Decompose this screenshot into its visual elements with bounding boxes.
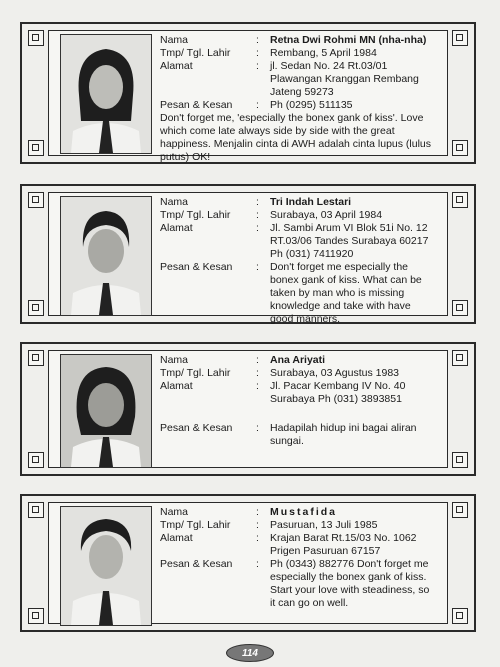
message-value: Ph (0295) 511135 [270,99,353,111]
student-card [20,494,476,632]
corner-ornament [28,502,44,518]
address-label: Alamat [160,222,193,234]
student-name: Tri Indah Lestari [270,196,352,208]
name-label: Nama [160,196,189,208]
corner-ornament [452,30,468,46]
address-label: Alamat [160,532,193,544]
address-label: Alamat [160,60,193,72]
student-card [20,342,476,476]
corner-ornament [28,140,44,156]
student-name: Mustafida [270,506,338,518]
message-value: Don't forget me especially the bonex gank of kiss. What can be taken by man who is missing knowledge and take with have good manners. [270,261,422,325]
student-info: Nama : Ana Ariyati Tmp/ Tgl. Lahir : Surabaya, 03 Agustus 1983 Alamat : Jl. Pacar Kembang IV No. 40 Surabaya Ph (031) 3893851 Pesan & Kesan : Hadapilah hidup ini bagai aliran sungai. [160,354,436,448]
student-card [20,184,476,324]
message-label: Pesan & Kesan [160,558,233,570]
birth-label: Tmp/ Tgl. Lahir [160,367,231,379]
corner-ornament [28,30,44,46]
name-label: Nama [160,34,189,46]
student-name: Ana Ariyati [270,354,326,366]
corner-ornament [28,350,44,366]
address-label: Alamat [160,380,193,392]
student-info: Nama : Tri Indah Lestari Tmp/ Tgl. Lahir : Surabaya, 03 April 1984 Alamat : Jl. Sambi Arum VI Blok 51i No. 12 RT.03/06 Tandes Surabaya 60217 Ph (031) 7411920 Pesan & Kesan : Don't forget me especially the bonex gank of kiss. What can be taken by man who is missing knowledge and take with have good manners. [160,196,436,326]
corner-ornament [452,350,468,366]
name-label: Nama [160,354,189,366]
message-label: Pesan & Kesan [160,99,233,111]
student-info: Nama : Retna Dwi Rohmi MN (nha-nha) Tmp/ Tgl. Lahir : Rembang, 5 April 1984 Alamat : jl. Sedan No. 24 Rt.03/01 Plawangan Kranggan Rembang Jateng 59273 Pesan & Kesan : Ph (0295) 511135 Don't forget me, 'especially the bonex gank of kiss'. Love which come late always side by side with the great happiness. Menjalin cinta di AWH adalah cinta lupus (lulus putus) OK! [160,34,436,164]
student-photo [60,506,152,626]
student-photo [60,354,152,468]
address-value: Krajan Barat Rt.15/03 No. 1062 Prigen Pasuruan 67157 [270,532,417,557]
message-label: Pesan & Kesan [160,422,233,434]
corner-ornament [452,192,468,208]
corner-ornament [452,502,468,518]
student-photo [60,34,152,154]
birth-value: Surabaya, 03 April 1984 [270,209,383,221]
student-info: Nama : Mustafida Tmp/ Tgl. Lahir : Pasuruan, 13 Juli 1985 Alamat : Krajan Barat Rt.15/03 No. 1062 Prigen Pasuruan 67157 Pesan & Kesan : Ph (0343) 882776 Don't forget me especially the bonex gank of kiss. Start your love with steadiness, so it can go on well. [160,506,436,610]
student-photo [60,196,152,316]
birth-value: Pasuruan, 13 Juli 1985 [270,519,378,531]
birth-label: Tmp/ Tgl. Lahir [160,519,231,531]
corner-ornament [28,608,44,624]
corner-ornament [452,140,468,156]
page-number: 114 [226,644,274,662]
corner-ornament [452,452,468,468]
corner-ornament [452,300,468,316]
message-value: Hadapilah hidup ini bagai aliran sungai. [270,422,417,447]
birth-label: Tmp/ Tgl. Lahir [160,209,231,221]
address-value: Jl. Sambi Arum VI Blok 51i No. 12 RT.03/06 Tandes Surabaya 60217 Ph (031) 7411920 [270,222,429,260]
message-continued: Don't forget me, 'especially the bonex gank of kiss'. Love which come late always side by side with the great happiness. Menjalin cinta di AWH adalah cinta lupus (lulus putus) OK! [160,112,432,163]
corner-ornament [28,192,44,208]
corner-ornament [28,452,44,468]
birth-value: Surabaya, 03 Agustus 1983 [270,367,400,379]
address-value: Jl. Pacar Kembang IV No. 40 Surabaya Ph (031) 3893851 [270,380,406,405]
birth-label: Tmp/ Tgl. Lahir [160,47,231,59]
name-label: Nama [160,506,189,518]
message-label: Pesan & Kesan [160,261,233,273]
corner-ornament [452,608,468,624]
message-value: Ph (0343) 882776 Don't forget me especially the bonex gank of kiss. Start your love with steadiness, so it can go on well. [270,558,430,609]
student-card [20,22,476,164]
student-name: Retna Dwi Rohmi MN (nha-nha) [270,34,427,46]
corner-ornament [28,300,44,316]
birth-value: Rembang, 5 April 1984 [270,47,377,59]
address-value: jl. Sedan No. 24 Rt.03/01 Plawangan Kranggan Rembang Jateng 59273 [270,60,419,98]
